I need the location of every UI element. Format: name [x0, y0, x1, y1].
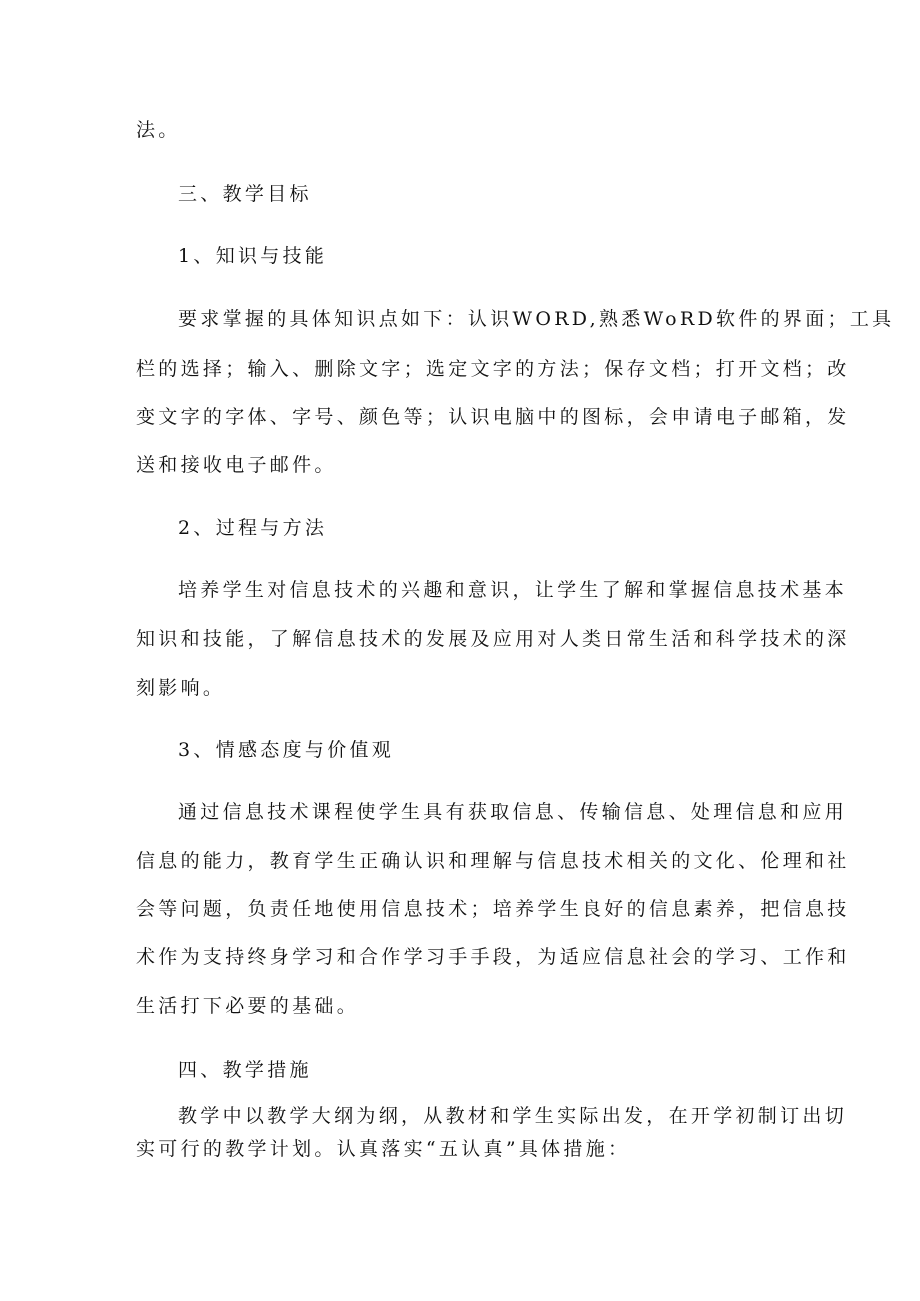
paragraph-line: 教学中以教学大纲为纲，从教材和学生实际出发，在开学初制订出切: [178, 1105, 848, 1127]
paragraph-line: 信息的能力，教育学生正确认识和理解与信息技术相关的文化、伦理和社: [136, 850, 850, 872]
paragraph-tail-line: 法。: [136, 119, 181, 141]
paragraph-line: 术作为支持终身学习和合作学习手手段，为适应信息社会的学习、工作和: [136, 946, 850, 968]
paragraph-line: 会等问题，负责任地使用信息技术；培养学生良好的信息素养，把信息技: [136, 898, 850, 920]
paragraph-line: 通过信息技术课程使学生具有获取信息、传输信息、处理信息和应用: [178, 801, 848, 823]
subheading-knowledge-skills: 1、知识与技能: [178, 245, 328, 267]
paragraph-line: 刻影响。: [136, 677, 226, 699]
paragraph-line: 变文字的字体、字号、颜色等；认识电脑中的图标，会申请电子邮箱，发: [136, 406, 850, 428]
paragraph-line: 实可行的教学计划。认真落实“五认真”具体措施：: [136, 1138, 631, 1160]
paragraph-line: 知识和技能，了解信息技术的发展及应用对人类日常生活和科学技术的深: [136, 628, 850, 650]
paragraph-line: 栏的选择；输入、删除文字；选定文字的方法；保存文档；打开文档；改: [136, 358, 850, 380]
section-heading-teaching-goals: 三、教学目标: [178, 183, 312, 205]
subheading-process-methods: 2、过程与方法: [178, 517, 328, 539]
section-heading-teaching-measures: 四、教学措施: [178, 1059, 312, 1081]
paragraph-line: 送和接收电子邮件。: [136, 454, 337, 476]
paragraph-line: 生活打下必要的基础。: [136, 995, 360, 1017]
paragraph-line: 培养学生对信息技术的兴趣和意识，让学生了解和掌握信息技术基本: [178, 579, 848, 601]
paragraph-line: 要求掌握的具体知识点如下：认识WORD,熟悉WoRD软件的界面；工具: [178, 308, 895, 330]
subheading-emotion-values: 3、情感态度与价值观: [178, 739, 395, 761]
